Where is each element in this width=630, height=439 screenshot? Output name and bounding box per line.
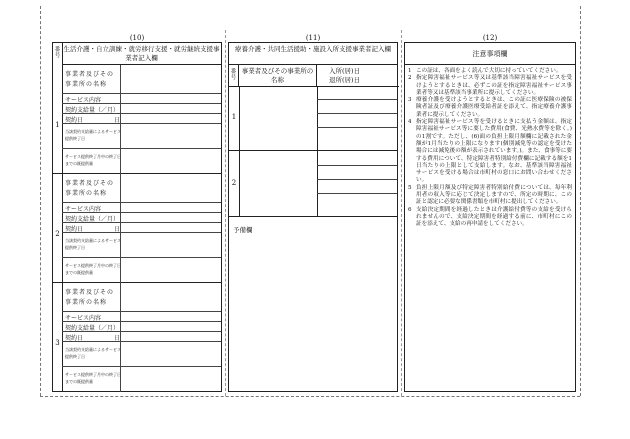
note-number: 3	[408, 97, 412, 104]
note-item	[408, 119, 572, 185]
field-divider	[120, 203, 121, 212]
row-divider	[239, 151, 240, 216]
section-field-terminated-qty	[62, 342, 221, 367]
field-divider	[120, 114, 121, 123]
remarks-label: 予備欄	[233, 226, 253, 234]
field-label: サービス提供終了月中の終了日までの既提供量	[65, 372, 121, 384]
section-field-service	[62, 203, 221, 213]
note-text: 指定障害福祉サービス等又は基準該当障害福祉サービスを受けようとするときは、必ずこの証を指定障害福祉サービス事業者等又は基準該当事業所に提示してください。	[416, 75, 572, 96]
field-label: サービス内容	[65, 97, 102, 104]
col-name-header: 事業者及びその事業所の名称	[239, 65, 317, 87]
note-text: 支給決定期間を経過したときは介護給付費等の支給を受けられませんので、支給決定期間を経過する前に、市町村にこの証を添えて、支給の再申請をしてください。	[416, 206, 572, 228]
field-label: 当該契約支給量によるサービス提供終了日	[65, 347, 121, 359]
col-dates-header	[317, 65, 399, 87]
section-field-service	[62, 94, 221, 104]
field-divider	[120, 124, 121, 148]
field-label: 事業者及びその事業所の名称	[65, 71, 115, 88]
field-divider	[120, 322, 121, 331]
field-divider	[120, 65, 121, 93]
note-number: 5	[408, 184, 412, 191]
note-item	[408, 75, 572, 97]
facility-row-1	[229, 87, 397, 151]
field-label: 契約支給量（／月）	[65, 216, 120, 223]
field-label: サービス提供終了月中の終了日までの既提供量	[65, 154, 121, 166]
section-field-contract	[62, 322, 221, 332]
field-label: 契約日	[65, 117, 84, 124]
section-field-contract	[62, 213, 221, 223]
section-field-contract	[62, 104, 221, 114]
field-label: 当該契約支給量によるサービス提供終了日	[65, 129, 121, 141]
note-text: この証は、各面をよく読んで大切に持っていてください。	[416, 68, 562, 74]
note-item	[408, 185, 572, 207]
date-line	[317, 165, 397, 166]
day-unit: 日	[114, 226, 121, 233]
section-number: 3	[55, 339, 60, 347]
page-number-12: (12)	[482, 34, 498, 42]
notes-panel-12	[404, 42, 576, 392]
section-field-contract-date	[62, 332, 221, 342]
notes-list	[408, 68, 572, 229]
provider-section-2	[53, 174, 221, 283]
provider-section-1	[53, 65, 221, 174]
note-number: 2	[408, 75, 412, 82]
note-item	[408, 97, 572, 119]
provider-entry-panel-10	[52, 42, 222, 392]
date-line	[317, 113, 397, 114]
section-field-contract-date	[62, 223, 221, 233]
fold-line-1	[225, 30, 226, 396]
note-text: 負担上限月額及び特定障害者特別給付費については、毎年利用者の収入等に応じて決定しますので、所定の時期に、この証と認定に必要な関係書類を市町村に提出してください。	[416, 184, 572, 206]
section-number: 1	[55, 121, 60, 129]
row-number: 2	[231, 179, 237, 187]
section-field-terminated-qty	[62, 124, 221, 149]
field-label: 契約日	[65, 226, 84, 233]
row-divider	[317, 87, 318, 150]
fold-line-2	[401, 30, 402, 396]
section-number: 2	[55, 230, 60, 238]
section-field-terminated-month	[62, 258, 221, 283]
day-unit: 日	[114, 335, 121, 342]
date-line	[317, 193, 397, 194]
field-divider	[120, 174, 121, 202]
section-field-name	[62, 283, 221, 312]
col-number-header: 番号	[229, 65, 239, 87]
note-text: 指定障害福祉サービス等を受けるときに支払う金額は、指定障害福祉サービス等に要した費用(食費、光熱水費等を除く。)の1割です。ただし、(6)面の負担上限月額欄に記載された金額が1月当たりの上限になります(個別減免等の認定を受けた場合には減免後の額が表示されています。)。また、食事等に要する費用について、特定障害者特別給付費欄に記載する額を1日当たりの上限として支給します。なお、基準該当障害福祉サービスを受ける場合は市町村の窓口にお問い合わせください。	[416, 119, 572, 184]
field-divider	[120, 94, 121, 103]
row-number: 1	[231, 113, 237, 121]
section-field-contract-date	[62, 114, 221, 124]
field-divider	[120, 332, 121, 341]
field-label: サービス内容	[65, 206, 102, 213]
field-divider	[120, 104, 121, 113]
section-field-name	[62, 174, 221, 203]
date-line	[317, 99, 397, 100]
section-field-service	[62, 312, 221, 322]
note-text: 療養介護を受けようとするときは、この証に医療保険の被保険者証及び療養介護医療受給者証を添えて、指定療養介護事業者に提示してください。	[416, 97, 572, 118]
row-divider	[317, 151, 318, 216]
field-divider	[120, 223, 121, 232]
panel10-header: 生活介護・自立訓練・就労移行支援・就労継続支援事業者記入欄	[62, 43, 221, 65]
field-label: サービス提供終了月中の終了日までの既提供量	[65, 263, 121, 275]
field-label: 契約日	[65, 335, 84, 342]
notes-header: 注意事項欄	[405, 43, 575, 65]
page-number-10: (10)	[129, 34, 145, 42]
field-label: 契約支給量（／月）	[65, 325, 120, 332]
section-field-name	[62, 65, 221, 94]
section-field-terminated-month	[62, 367, 221, 392]
facility-entry-panel-11	[228, 42, 398, 392]
dashed-border-right	[580, 6, 581, 396]
section-field-terminated-qty	[62, 233, 221, 258]
move-out-date-label: 退所(居)日	[329, 76, 361, 84]
field-label: 事業者及びその事業所の名称	[65, 180, 115, 197]
field-divider	[120, 258, 121, 283]
field-divider	[120, 312, 121, 321]
move-in-date-label: 入所(居)日	[329, 67, 361, 75]
dashed-border-bottom	[40, 396, 580, 397]
field-label: 事業者及びその事業所の名称	[65, 289, 115, 306]
note-number: 6	[408, 206, 412, 213]
field-divider	[120, 149, 121, 174]
date-line	[317, 127, 397, 128]
date-line	[317, 179, 397, 180]
day-unit: 日	[114, 117, 121, 124]
section-field-terminated-month	[62, 149, 221, 174]
note-item	[408, 207, 572, 229]
field-label: 当該契約支給量によるサービス提供終了日	[65, 238, 121, 250]
field-divider	[120, 342, 121, 366]
note-number: 4	[408, 119, 412, 126]
field-label: サービス内容	[65, 315, 102, 322]
field-divider	[120, 283, 121, 311]
provider-section-3	[53, 283, 221, 392]
dashed-border-left	[40, 6, 41, 396]
row-divider	[239, 87, 240, 150]
field-label: 契約支給量（／月）	[65, 107, 120, 114]
number-column-header: 番号	[54, 47, 61, 59]
note-number: 1	[408, 68, 412, 74]
facility-row-2	[229, 151, 397, 217]
page-number-11: (11)	[305, 34, 321, 42]
field-divider	[120, 367, 121, 392]
field-divider	[120, 213, 121, 222]
panel11-header: 療養介護・共同生活援助・施設入所支援事業者記入欄	[229, 43, 397, 65]
field-divider	[120, 233, 121, 257]
